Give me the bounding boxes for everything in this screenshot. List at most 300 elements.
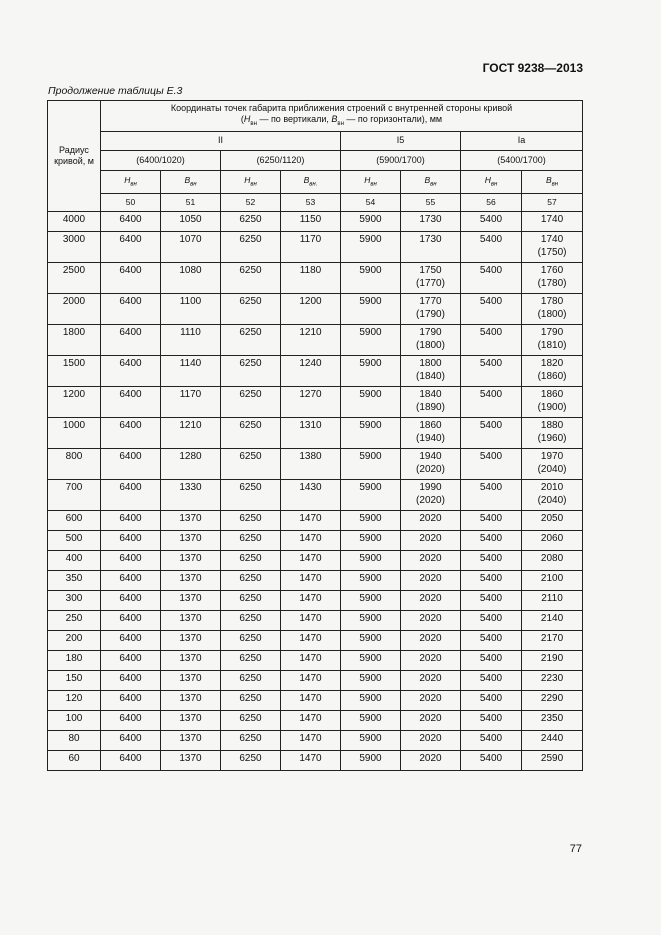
symbol-header: $H_{вн}$: [221, 171, 281, 194]
cell-line: 2290: [540, 693, 564, 704]
radius-cell: [48, 671, 101, 691]
cell-line: 1050: [179, 214, 202, 225]
cell-line: 1860: [540, 389, 564, 400]
cell-line: 5900: [359, 713, 382, 724]
cell-line: 5900: [359, 653, 382, 664]
cell-line: 2000: [62, 296, 86, 307]
value-cell: [281, 651, 341, 671]
value-cell: [341, 691, 401, 711]
value-cell: [522, 294, 583, 325]
cell-line: 2020: [419, 533, 442, 544]
cell-line: 6400: [119, 673, 142, 684]
cell-line: 1740: [540, 234, 564, 245]
gabarit-header: (5900/1700): [341, 151, 461, 171]
table-row: [48, 325, 583, 356]
value-cell: [161, 325, 221, 356]
cell-line: 5900: [359, 296, 382, 307]
cell-line: 1370: [179, 533, 202, 544]
cell-line: (1810): [537, 339, 567, 351]
value-cell: [221, 418, 281, 449]
cell-line: 5400: [479, 593, 503, 604]
column-number: 57: [522, 194, 583, 212]
cell-line: 1170: [299, 234, 322, 245]
cell-line: 400: [65, 553, 83, 564]
table-row: [48, 751, 583, 771]
cell-line: 6250: [239, 593, 262, 604]
gabarit-header: (6250/1120): [221, 151, 341, 171]
cell-line: 5400: [479, 633, 503, 644]
cell-line: (1840): [416, 370, 445, 382]
value-cell: [161, 263, 221, 294]
radius-cell: [48, 325, 101, 356]
cell-line: 6250: [239, 265, 262, 276]
cell-line: 5400: [479, 389, 503, 400]
value-cell: [461, 671, 522, 691]
cell-line: 1470: [299, 573, 322, 584]
radius-cell: [48, 751, 101, 771]
value-cell: [522, 631, 583, 651]
cell-line: 5400: [479, 451, 503, 462]
value-cell: [221, 325, 281, 356]
cell-line: 5900: [359, 265, 382, 276]
column-number: 56: [461, 194, 522, 212]
cell-line: 5400: [479, 513, 503, 524]
table-row: [48, 671, 583, 691]
cell-line: 5400: [479, 327, 503, 338]
value-cell: [281, 511, 341, 531]
value-cell: [522, 651, 583, 671]
value-cell: [101, 591, 161, 611]
value-cell: [221, 691, 281, 711]
symbol-header: $H_{вн}$: [341, 171, 401, 194]
value-cell: [221, 294, 281, 325]
cell-line: 5400: [479, 265, 503, 276]
cell-line: 500: [65, 533, 83, 544]
cell-line: 5400: [479, 753, 503, 764]
radius-cell: [48, 356, 101, 387]
cell-line: 3000: [62, 234, 86, 245]
value-cell: [221, 480, 281, 511]
value-cell: [341, 418, 401, 449]
value-cell: [161, 651, 221, 671]
value-cell: [281, 480, 341, 511]
value-cell: [461, 449, 522, 480]
value-cell: [461, 631, 522, 651]
value-cell: [281, 294, 341, 325]
cell-line: 1740: [540, 214, 564, 225]
value-cell: [281, 691, 341, 711]
cell-line: 6250: [239, 653, 262, 664]
cell-line: 1240: [299, 358, 322, 369]
value-cell: [221, 591, 281, 611]
cell-line: 5900: [359, 420, 382, 431]
value-cell: [522, 212, 583, 232]
cell-line: 5900: [359, 633, 382, 644]
value-cell: [522, 356, 583, 387]
cell-line: 2020: [419, 633, 442, 644]
cell-line: 1860: [419, 420, 442, 431]
cell-line: 5900: [359, 673, 382, 684]
value-cell: [341, 571, 401, 591]
radius-cell: [48, 711, 101, 731]
symbol-header: $B_{вн}$: [522, 171, 583, 194]
cell-line: (1890): [416, 401, 445, 413]
value-cell: [461, 325, 522, 356]
value-cell: [221, 263, 281, 294]
cell-line: 1470: [299, 733, 322, 744]
cell-line: 5900: [359, 234, 382, 245]
cell-line: 1730: [419, 214, 442, 225]
cell-line: 1200: [299, 296, 322, 307]
cell-line: 5900: [359, 513, 382, 524]
value-cell: [461, 418, 522, 449]
value-cell: [101, 631, 161, 651]
cell-line: 300: [65, 593, 83, 604]
radius-cell: [48, 232, 101, 263]
value-cell: [101, 263, 161, 294]
value-cell: [101, 480, 161, 511]
cell-line: 6250: [239, 573, 262, 584]
column-number: 55: [401, 194, 461, 212]
value-cell: [161, 551, 221, 571]
cell-line: (1800): [537, 308, 567, 320]
cell-line: 1770: [419, 296, 442, 307]
radius-cell: [48, 263, 101, 294]
cell-line: 5900: [359, 214, 382, 225]
value-cell: [522, 232, 583, 263]
value-cell: [281, 751, 341, 771]
cell-line: 6400: [119, 234, 142, 245]
value-cell: [281, 212, 341, 232]
value-cell: [522, 611, 583, 631]
value-cell: [401, 611, 461, 631]
cell-line: 5400: [479, 482, 503, 493]
value-cell: [221, 232, 281, 263]
radius-cell: [48, 531, 101, 551]
cell-line: 6250: [239, 451, 262, 462]
cell-line: (1900): [537, 401, 567, 413]
cell-line: 4000: [62, 214, 86, 225]
value-cell: [161, 294, 221, 325]
cell-line: (2020): [416, 494, 445, 506]
value-cell: [281, 232, 341, 263]
class-header-Ia: Iа: [461, 132, 583, 151]
radius-cell: [48, 480, 101, 511]
value-cell: [401, 387, 461, 418]
value-cell: [101, 387, 161, 418]
cell-line: 1750: [419, 265, 442, 276]
radius-cell: [48, 212, 101, 232]
table-body: [48, 212, 583, 771]
table-row: [48, 551, 583, 571]
cell-line: 2020: [419, 573, 442, 584]
value-cell: [281, 449, 341, 480]
cell-line: 150: [65, 673, 83, 684]
cell-line: 1370: [179, 713, 202, 724]
cell-line: 2020: [419, 693, 442, 704]
value-cell: [101, 294, 161, 325]
cell-line: 1470: [299, 513, 322, 524]
cell-line: 1370: [179, 753, 202, 764]
value-cell: [161, 671, 221, 691]
cell-line: 5900: [359, 693, 382, 704]
value-cell: [522, 551, 583, 571]
cell-line: 1200: [62, 389, 86, 400]
value-cell: [461, 387, 522, 418]
value-cell: [101, 511, 161, 531]
cell-line: (1750): [537, 246, 567, 258]
value-cell: [522, 511, 583, 531]
value-cell: [161, 212, 221, 232]
cell-line: 1800: [419, 358, 442, 369]
cell-line: (1780): [537, 277, 567, 289]
value-cell: [401, 631, 461, 651]
cell-line: 1370: [179, 693, 202, 704]
cell-line: 5400: [479, 713, 503, 724]
cell-line: 2020: [419, 613, 442, 624]
table-row: [48, 387, 583, 418]
gabarit-header: (5400/1700): [461, 151, 583, 171]
cell-line: 6250: [239, 358, 262, 369]
cell-line: 1070: [179, 234, 202, 245]
coords-header: [101, 101, 583, 132]
value-cell: [522, 731, 583, 751]
value-cell: [401, 325, 461, 356]
value-cell: [522, 691, 583, 711]
cell-line: 6400: [119, 573, 142, 584]
cell-line: 1970: [540, 451, 564, 462]
cell-line: 2010: [540, 482, 564, 493]
value-cell: [461, 571, 522, 591]
cell-line: 1080: [179, 265, 202, 276]
value-cell: [341, 480, 401, 511]
value-cell: [461, 531, 522, 551]
cell-line: 6400: [119, 327, 142, 338]
cell-line: 1140: [179, 358, 202, 369]
cell-line: 1370: [179, 633, 202, 644]
cell-line: 1500: [62, 358, 86, 369]
value-cell: [101, 671, 161, 691]
table-row: [48, 651, 583, 671]
cell-line: 5400: [479, 653, 503, 664]
value-cell: [161, 531, 221, 551]
value-cell: [221, 511, 281, 531]
value-cell: [101, 232, 161, 263]
cell-line: 5900: [359, 593, 382, 604]
cell-line: (1960): [537, 432, 567, 444]
value-cell: [401, 212, 461, 232]
cell-line: 5900: [359, 573, 382, 584]
cell-line: (2040): [537, 463, 567, 475]
value-cell: [461, 263, 522, 294]
cell-line: 2020: [419, 553, 442, 564]
value-cell: [461, 232, 522, 263]
value-cell: [401, 449, 461, 480]
value-cell: [281, 387, 341, 418]
cell-line: 180: [65, 653, 83, 664]
cell-line: 2020: [419, 713, 442, 724]
cell-line: 800: [65, 451, 83, 462]
value-cell: [221, 651, 281, 671]
cell-line: 5400: [479, 214, 503, 225]
value-cell: [522, 671, 583, 691]
cell-line: 1310: [299, 420, 322, 431]
value-cell: [401, 651, 461, 671]
value-cell: [341, 531, 401, 551]
cell-line: 6400: [119, 482, 142, 493]
value-cell: [522, 418, 583, 449]
document-code: ГОСТ 9238—2013: [482, 61, 583, 75]
cell-line: 1730: [419, 234, 442, 245]
cell-line: 2060: [540, 533, 564, 544]
cell-line: 1370: [179, 553, 202, 564]
cell-line: 1100: [179, 296, 202, 307]
value-cell: [221, 356, 281, 387]
cell-line: 1470: [299, 753, 322, 764]
cell-line: 2020: [419, 733, 442, 744]
radius-cell: [48, 387, 101, 418]
value-cell: [461, 480, 522, 511]
value-cell: [281, 551, 341, 571]
value-cell: [461, 691, 522, 711]
value-cell: [401, 551, 461, 571]
cell-line: 1180: [299, 265, 322, 276]
symbol-header: $B_{вн.}$: [281, 171, 341, 194]
cell-line: 5400: [479, 234, 503, 245]
cell-line: 1470: [299, 633, 322, 644]
value-cell: [101, 691, 161, 711]
cell-line: 5400: [479, 733, 503, 744]
value-cell: [461, 711, 522, 731]
value-cell: [161, 611, 221, 631]
cell-line: (1860): [537, 370, 567, 382]
cell-line: 5400: [479, 296, 503, 307]
cell-line: 6250: [239, 482, 262, 493]
value-cell: [161, 232, 221, 263]
value-cell: [221, 531, 281, 551]
cell-line: 6250: [239, 533, 262, 544]
value-cell: [401, 531, 461, 551]
value-cell: [161, 356, 221, 387]
cell-line: 80: [68, 733, 80, 744]
value-cell: [401, 731, 461, 751]
cell-line: 5400: [479, 693, 503, 704]
table-row: [48, 731, 583, 751]
column-number: 50: [101, 194, 161, 212]
cell-line: 6400: [119, 389, 142, 400]
value-cell: [101, 418, 161, 449]
radius-cell: [48, 731, 101, 751]
cell-line: 6250: [239, 513, 262, 524]
cell-line: 1330: [179, 482, 202, 493]
value-cell: [101, 651, 161, 671]
value-cell: [522, 591, 583, 611]
value-cell: [101, 212, 161, 232]
cell-line: 1880: [540, 420, 564, 431]
value-cell: [341, 294, 401, 325]
symbol-header: $H_{вн}$: [461, 171, 522, 194]
cell-line: 1820: [540, 358, 564, 369]
cell-line: 1470: [299, 613, 322, 624]
value-cell: [401, 356, 461, 387]
cell-line: 1470: [299, 653, 322, 664]
value-cell: [401, 671, 461, 691]
value-cell: [221, 449, 281, 480]
value-cell: [401, 691, 461, 711]
column-number: 54: [341, 194, 401, 212]
value-cell: [221, 571, 281, 591]
table-row: [48, 263, 583, 294]
value-cell: [522, 531, 583, 551]
cell-line: 5400: [479, 358, 503, 369]
cell-line: 1940: [419, 451, 442, 462]
cell-line: 6400: [119, 265, 142, 276]
cell-line: 6250: [239, 327, 262, 338]
value-cell: [221, 731, 281, 751]
value-cell: [161, 387, 221, 418]
cell-line: 6250: [239, 389, 262, 400]
value-cell: [461, 731, 522, 751]
value-cell: [401, 711, 461, 731]
cell-line: 1170: [179, 389, 202, 400]
cell-line: 5900: [359, 358, 382, 369]
value-cell: [401, 418, 461, 449]
cell-line: 350: [65, 573, 83, 584]
radius-header: Радиус кривой, м: [48, 101, 101, 212]
cell-line: 1150: [299, 214, 322, 225]
value-cell: [161, 449, 221, 480]
value-cell: [461, 611, 522, 631]
table-row: [48, 294, 583, 325]
table-row: [48, 480, 583, 511]
value-cell: [341, 711, 401, 731]
cell-line: 1790: [419, 327, 442, 338]
value-cell: [101, 571, 161, 591]
coords-header-line2: ($H_{вн}$ — по вертикали, $B_{вн}$ — по горизонтали), мм: [240, 114, 443, 128]
cell-line: 6400: [119, 553, 142, 564]
value-cell: [401, 263, 461, 294]
cell-line: 2140: [540, 613, 564, 624]
value-cell: [161, 691, 221, 711]
cell-line: 6400: [119, 633, 142, 644]
cell-line: 6250: [239, 613, 262, 624]
table-row: [48, 691, 583, 711]
cell-line: 1470: [299, 533, 322, 544]
cell-line: 1470: [299, 673, 322, 684]
cell-line: 2020: [419, 653, 442, 664]
cell-line: 6400: [119, 296, 142, 307]
value-cell: [461, 356, 522, 387]
cell-line: 5900: [359, 389, 382, 400]
cell-line: 5900: [359, 553, 382, 564]
value-cell: [401, 571, 461, 591]
value-cell: [281, 325, 341, 356]
table-row: [48, 356, 583, 387]
table-header: [48, 101, 583, 212]
value-cell: [461, 751, 522, 771]
cell-line: 2020: [419, 673, 442, 684]
radius-cell: [48, 511, 101, 531]
cell-line: 6400: [119, 214, 142, 225]
cell-line: 5900: [359, 327, 382, 338]
cell-line: 1470: [299, 553, 322, 564]
cell-line: 6250: [239, 633, 262, 644]
value-cell: [161, 571, 221, 591]
cell-line: 2230: [540, 673, 564, 684]
cell-line: 2020: [419, 753, 442, 764]
value-cell: [341, 232, 401, 263]
value-cell: [522, 571, 583, 591]
